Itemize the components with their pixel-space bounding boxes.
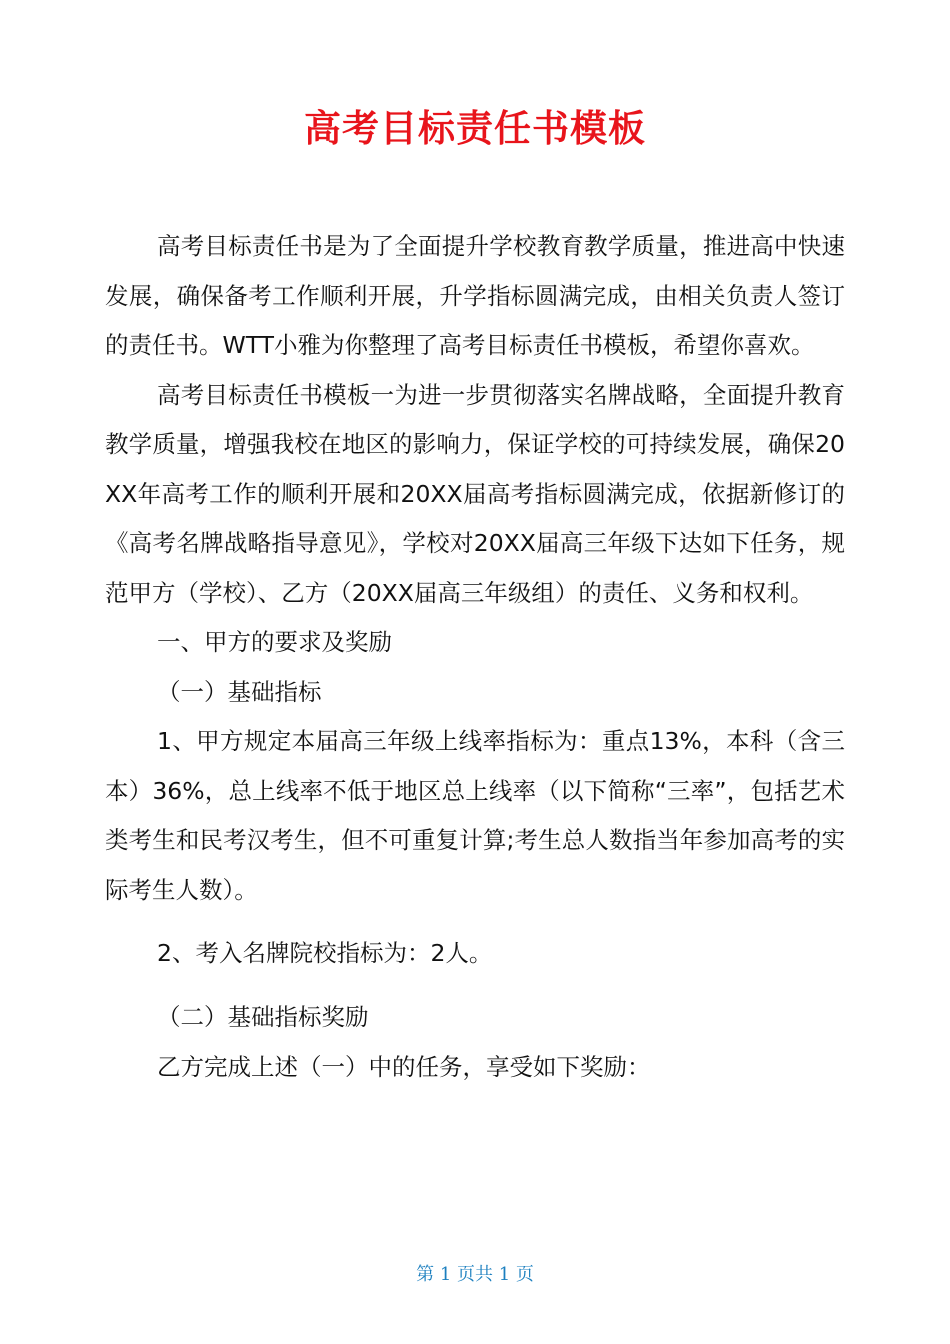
paragraph-rewards-intro: 乙方完成上述（一）中的任务，享受如下奖励：: [157, 1053, 651, 1081]
subsection-heading-basic-indicators: （一）基础指标: [157, 677, 322, 706]
subsection-heading-basic-rewards: （二）基础指标奖励: [157, 1002, 369, 1031]
paragraph-template-one: 高考目标责任书模板一为进一步贯彻落实名牌战略，全面提升教育教学质量，增强我校在地区的影响力，保证学校的可持续发展，确保20XX年高考工作的顺利开展和20XX届高考指标圆满完成，依据新修订的《高考名牌战略指导意见》，学校对20XX届高三年级下达如下任务，规范甲方（学校）、乙方（20XX届高三年级组）的责任、义务和权利。: [105, 380, 845, 607]
document-title: 高考目标责任书模板: [304, 107, 646, 150]
paragraph-intro: 高考目标责任书是为了全面提升学校教育教学质量，推进高中快速发展，确保备考工作顺利开展，升学指标圆满完成，由相关负责人签订的责任书。WTT小雅为你整理了高考目标责任书模板，希望你喜欢。: [105, 232, 845, 359]
document-body: [105, 222, 845, 1093]
paragraph-item-2: 2、考入名牌院校指标为：2人。: [157, 939, 493, 967]
section-heading-party-a: 一、甲方的要求及奖励: [157, 628, 392, 656]
paragraph-item-1: 1、甲方规定本届高三年级上线率指标为：重点13%，本科（含三本）36%，总上线率不低于地区总上线率（以下简称“三率”，包括艺术类考生和民考汉考生，但不可重复计算;考生总人数指当年参加高考的实际考生人数）。: [105, 727, 845, 904]
page-footer: 第 1 页共 1 页: [416, 1264, 534, 1285]
